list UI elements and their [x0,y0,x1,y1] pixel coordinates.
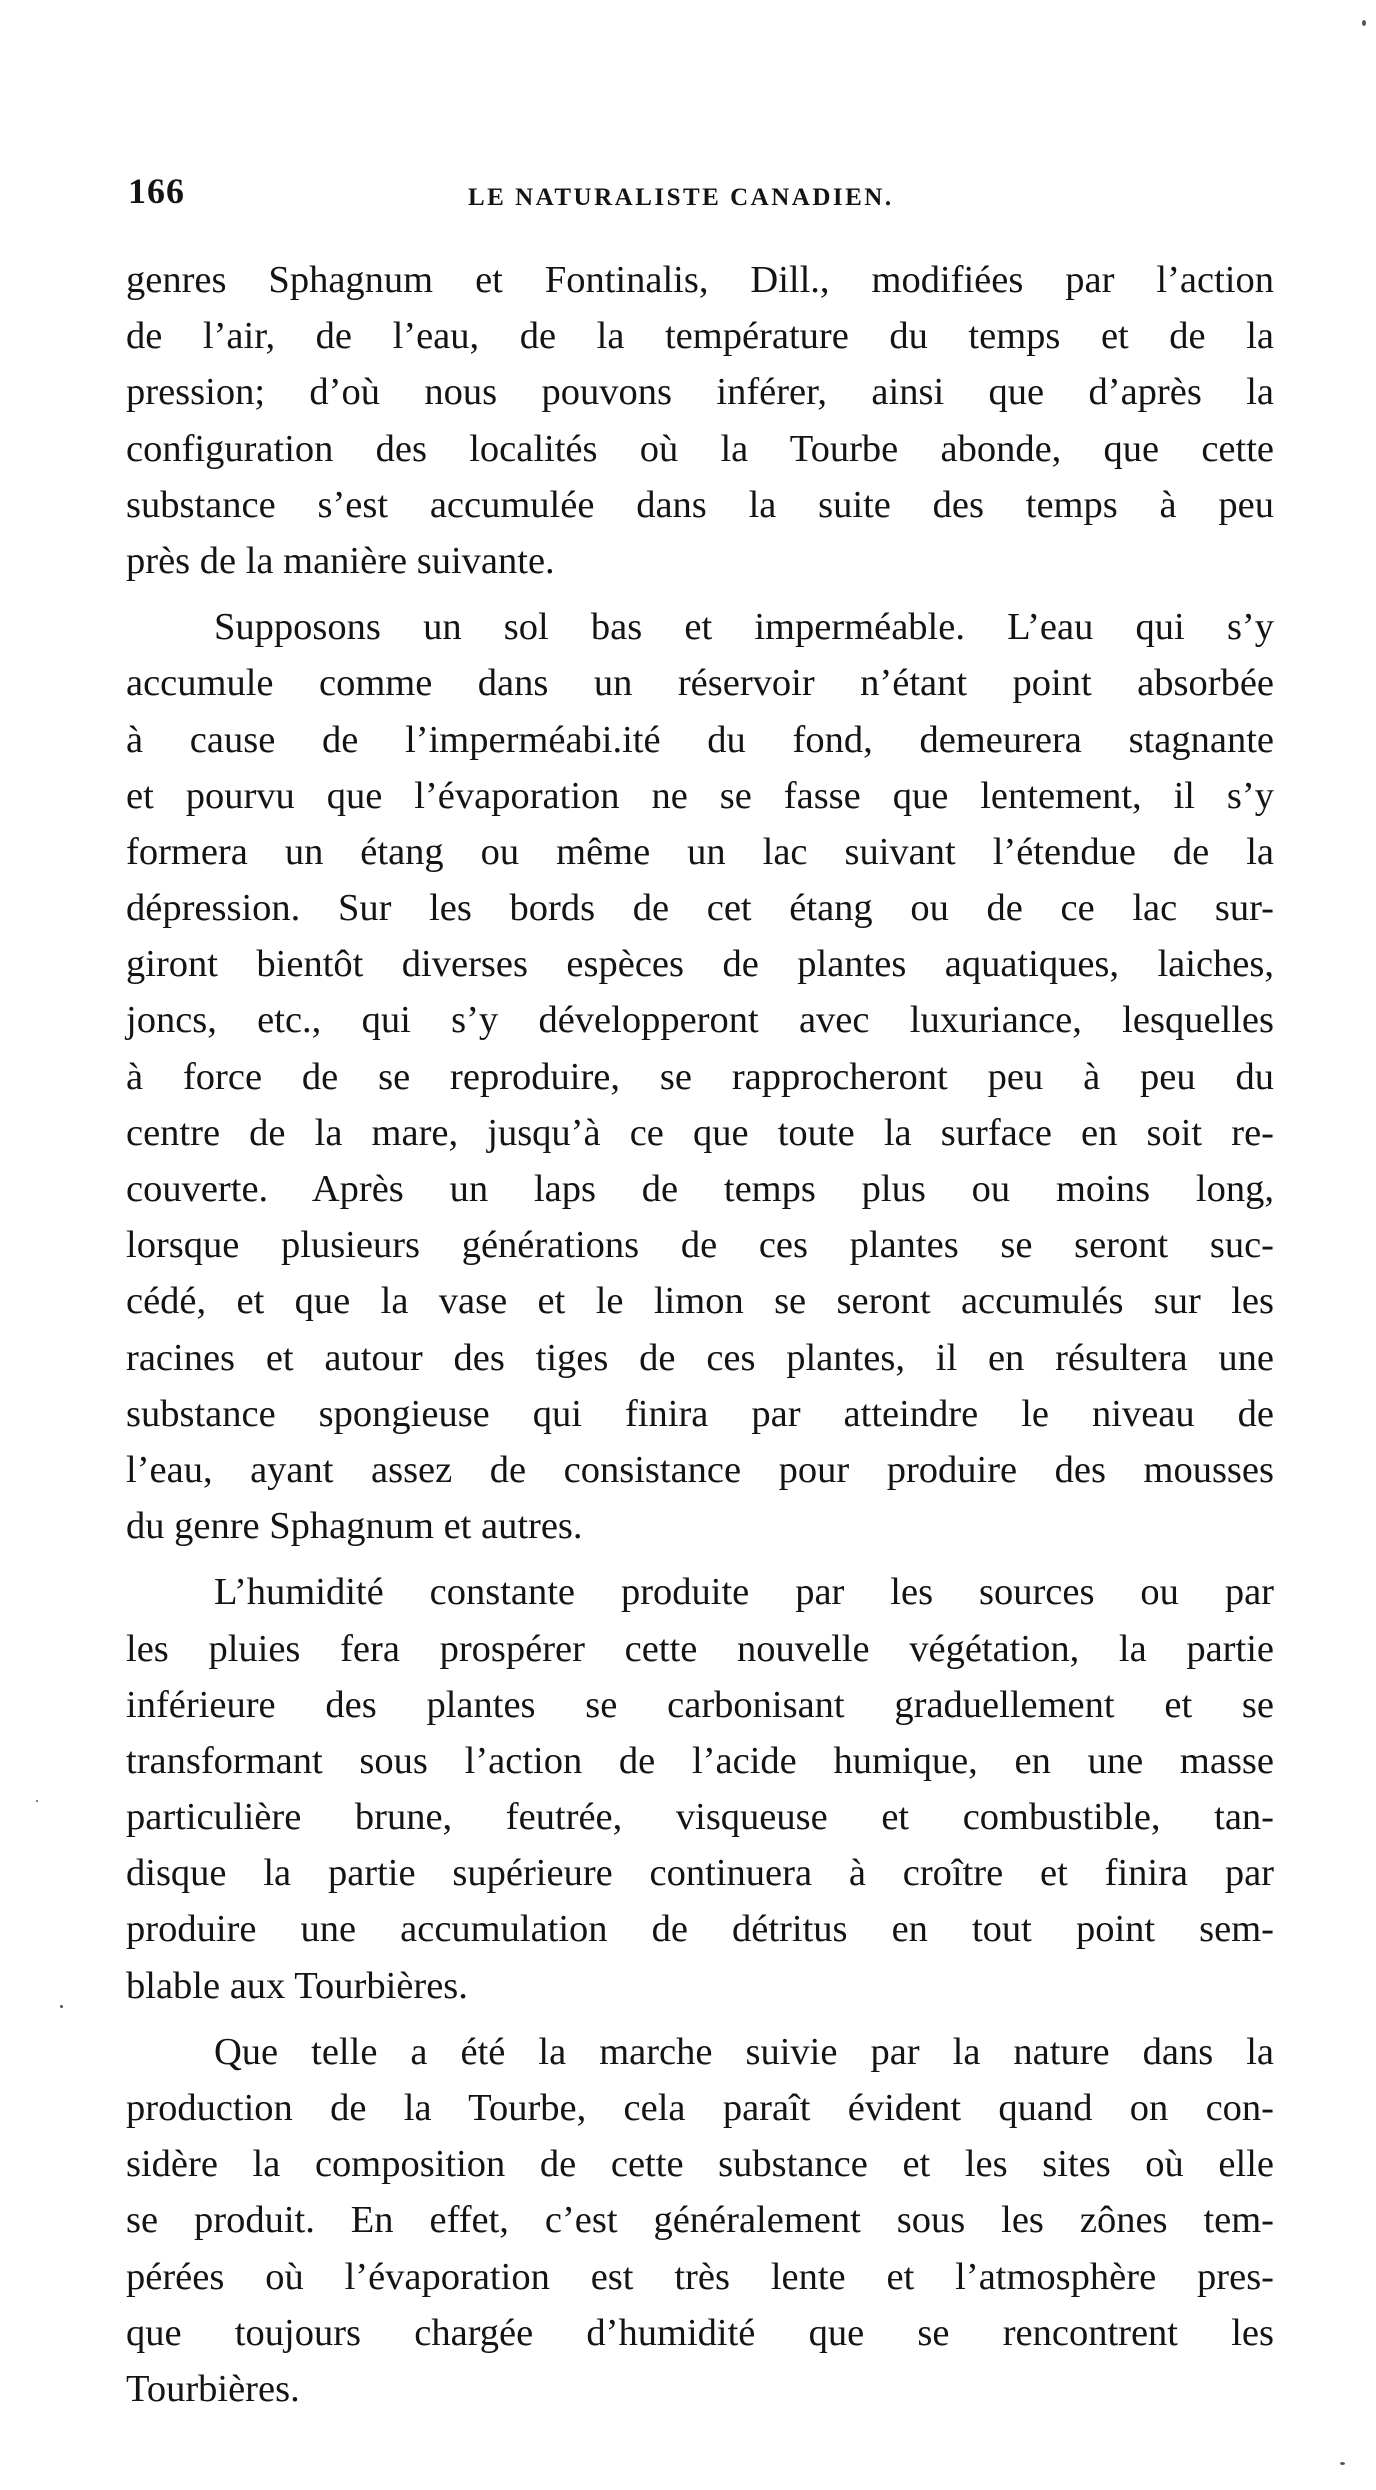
text-line: formera un étang ou même un lac suivant l’étendue de la [126,830,1274,873]
text-line: de l’air, de l’eau, de la température du temps et de la [126,315,1274,358]
text-line: blable aux Tourbières. [126,1964,468,2007]
text-line: substance s’est accumulée dans la suite des temps à peu [126,483,1274,526]
text-line: et pourvu que l’évaporation ne se fasse que lentement, il s’y [126,774,1274,817]
paragraph [126,599,1274,1554]
text-line: cédé, et que la vase et le limon se seront accumulés sur les [126,1280,1274,1323]
text-line: l’eau, ayant assez de consistance pour produire des mousses [126,1448,1274,1491]
scan-speck [1340,2462,1345,2465]
running-head: LE NATURALISTE CANADIEN. [468,184,894,211]
body-text [126,252,1274,2417]
text-line: production de la Tourbe, cela paraît évident quand on con- [126,2087,1274,2129]
text-line: Que telle a été la marche suivie par la nature dans la [214,2030,1274,2073]
text-line: Supposons un sol bas et imperméable. L’eau qui s’y [214,606,1274,649]
scan-speck [60,2005,63,2008]
text-line: que toujours chargée d’humidité que se rencontrent les [126,2311,1274,2354]
text-line: couverte. Après un laps de temps plus ou moins long, [126,1168,1274,1210]
page-header [128,170,1278,230]
text-line: racines et autour des tiges de ces plantes, il en résultera une [126,1336,1274,1379]
page-number: 166 [128,171,185,211]
text-line: Tourbières. [126,2367,300,2410]
scan-speck [1362,20,1366,26]
text-line: particulière brune, feutrée, visqueuse et combustible, tan- [126,1796,1274,1839]
text-line: inférieure des plantes se carbonisant graduellement et se [126,1683,1274,1726]
text-line: produire une accumulation de détritus en tout point sem- [126,1908,1274,1951]
text-line: configuration des localités où la Tourbe abonde, que cette [126,427,1274,470]
text-line: joncs, etc., qui s’y développeront avec luxuriance, lesquelles [126,999,1274,1042]
text-line: se produit. En effet, c’est généralement sous les zônes tem- [126,2199,1274,2242]
text-line: transformant sous l’action de l’acide humique, en une masse [126,1739,1274,1782]
text-line: à cause de l’imperméabi.ité du fond, demeurera stagnante [126,718,1274,761]
paragraph [126,252,1274,589]
text-line: genres Sphagnum et Fontinalis, Dill., modifiées par l’action [126,259,1274,301]
paragraph [126,2024,1274,2417]
text-line: du genre Sphagnum et autres. [126,1505,583,1548]
paragraph [126,1564,1274,2014]
text-line: substance spongieuse qui finira par atteindre le niveau de [126,1392,1274,1435]
text-line: sidère la composition de cette substance et les sites où elle [126,2143,1274,2186]
text-line: près de la manière suivante. [126,539,555,582]
text-line: dépression. Sur les bords de cet étang ou de ce lac sur- [126,887,1274,930]
text-line: à force de se reproduire, se rapprocheront peu à peu du [126,1055,1274,1098]
text-line: accumule comme dans un réservoir n’étant point absorbée [126,662,1274,705]
text-line: disque la partie supérieure continuera à croître et finira par [126,1852,1274,1895]
text-line: pérées où l’évaporation est très lente et l’atmosphère pres- [126,2255,1274,2298]
text-line: lorsque plusieurs générations de ces plantes se seront suc- [126,1224,1274,1267]
text-line: les pluies fera prospérer cette nouvelle végétation, la partie [126,1627,1274,1670]
text-line: centre de la mare, jusqu’à ce que toute la surface en soit re- [126,1111,1274,1154]
text-line: giront bientôt diverses espèces de plantes aquatiques, laiches, [126,943,1274,986]
text-line: pression; d’où nous pouvons inférer, ainsi que d’après la [126,371,1274,414]
scan-speck [36,1800,38,1802]
text-line: L’humidité constante produite par les sources ou par [214,1571,1274,1614]
